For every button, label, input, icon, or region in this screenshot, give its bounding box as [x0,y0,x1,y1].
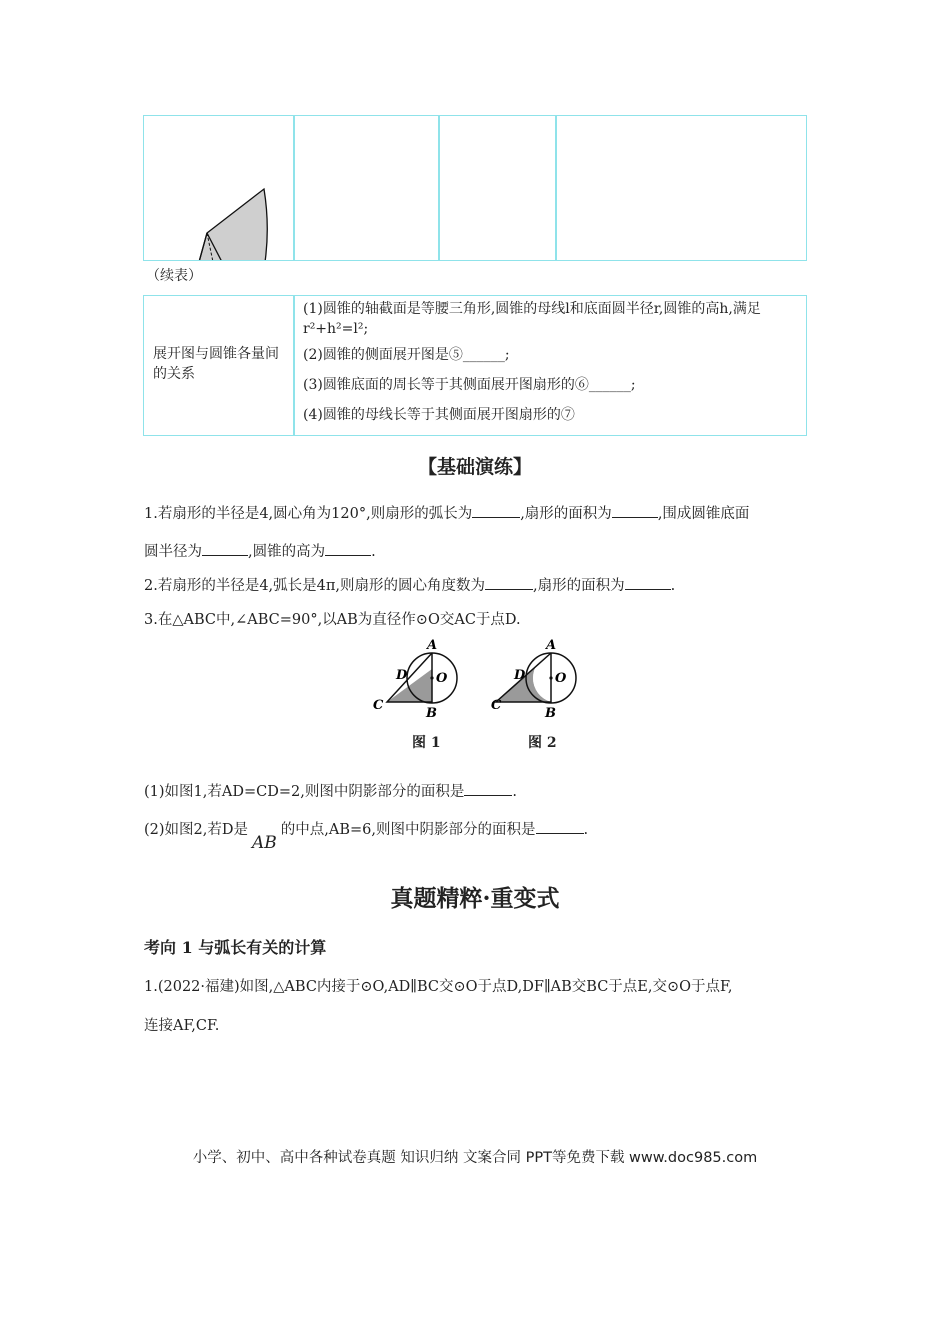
footer-text: 小学、初中、高中各种试卷真题 知识归纳 文案合同 PPT等免费下载 www.doc985.com [192,1150,758,1166]
problem-2: 2.若扇形的半径是4,弧长是4π,则扇形的圆心角度数为 ,扇形的面积为 . [144,574,675,595]
answer-blank [464,781,512,796]
label-d: D [514,668,526,683]
subsection-title: 考向 1 与弧长有关的计算 [144,938,327,957]
problem-1-line-1: 1.若扇形的半径是4,圆心角为120°,则扇形的弧长为 ,扇形的面积为 ,围成圆锥底面 [144,502,749,523]
label-d: D [396,668,408,683]
label-o: O [436,671,448,686]
answer-blank [325,541,371,556]
relation-item-3: (3)圆锥底面的周长等于其侧面展开图扇形的⑥______; [303,377,636,393]
label-c: C [491,698,502,713]
answer-blank [472,503,520,518]
answer-blank [202,541,248,556]
relation-table-header-cell [143,295,295,436]
figure-2 [488,636,588,726]
problem-3-part-1: (1)如图1,若AD=CD=2,则图中阴影部分的面积是 . [144,780,517,801]
top-table-cell-4 [555,115,807,261]
cone-net-figure [144,116,295,261]
answer-blank [625,575,671,590]
label-b: B [545,706,556,721]
label-o: O [555,671,567,686]
relation-item-1: (1)圆锥的轴截面是等腰三角形,圆锥的母线l和底面圆半径r,圆锥的高h,满足r²+h²=l²; [303,301,761,337]
problem-3: 3.在△ABC中,∠ABC=90°,以AB为直径作⊙O交AC于点D. [144,612,521,628]
figure-1 [368,636,468,726]
top-table-cell-1 [143,115,295,261]
relation-table-content-cell [293,295,807,436]
exam-question-1-line-2: 连接AF,CF. [144,1018,220,1034]
exam-question-1-line-1: 1.(2022·福建)如图,△ABC内接于⊙O,AD∥BC交⊙O于点D,DF∥AB交BC于点E,交⊙O于点F, [144,979,733,995]
top-table-cell-2 [293,115,440,261]
figure-2-caption: 图 2 [528,735,557,751]
arc-ab-label: AB [252,833,277,853]
answer-blank [485,575,533,590]
problem-1-line-2: 圆半径为 ,圆锥的高为 . [144,540,376,561]
problem-3-part-2: (2)如图2,若D是AB的中点,AB=6,则图中阴影部分的面积是 . [144,818,588,839]
section-title-exam-questions: 真题精粹·重变式 [390,885,560,912]
label-c: C [373,698,384,713]
label-a: A [546,638,557,653]
relation-item-4: (4)圆锥的母线长等于其侧面展开图扇形的⑦ [303,407,575,423]
top-table-cell-3 [438,115,557,261]
label-b: B [426,706,437,721]
relation-item-2: (2)圆锥的侧面展开图是⑤______; [303,347,510,363]
label-a: A [427,638,438,653]
answer-blank [612,503,658,518]
section-title-basic-practice: 【基础演练】 [417,456,532,478]
relation-row-header: 展开图与圆锥各量间的关系 [153,346,279,382]
continued-label: （续表） [146,268,202,284]
answer-blank [536,819,584,834]
figure-1-caption: 图 1 [412,735,441,751]
